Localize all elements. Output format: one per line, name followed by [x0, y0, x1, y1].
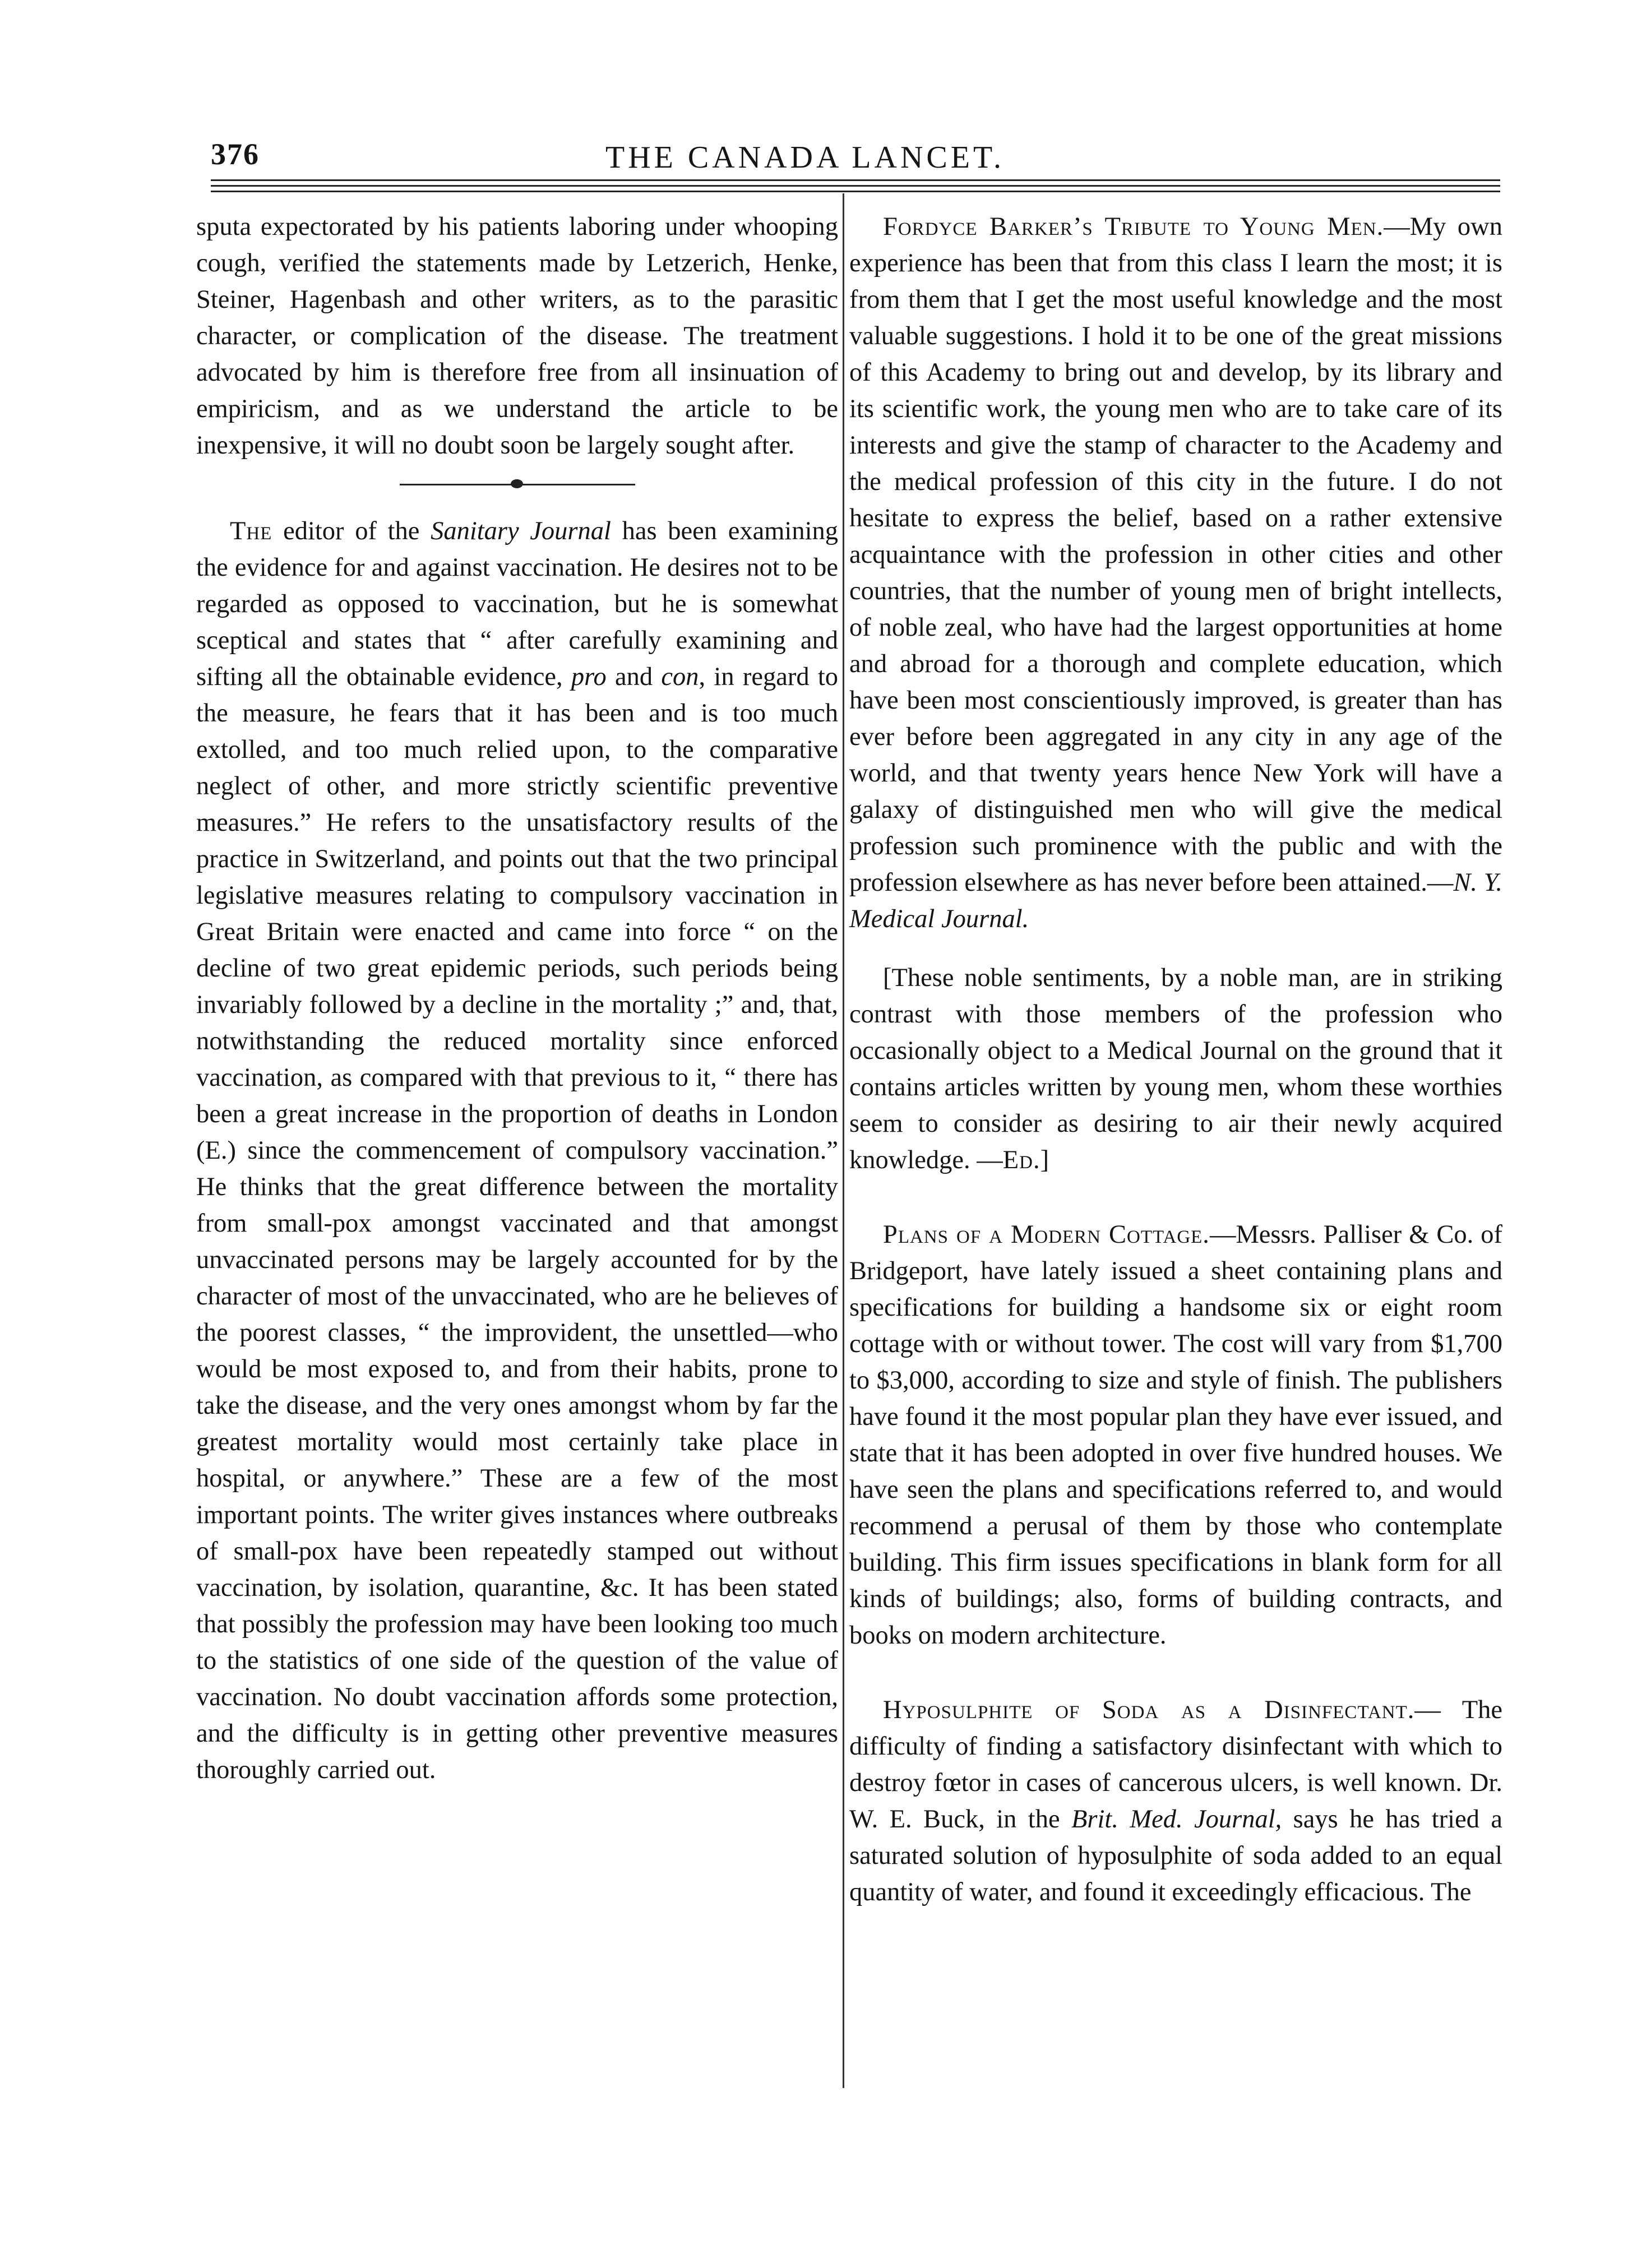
header-rule — [211, 185, 1500, 187]
paragraph-vaccination — [196, 513, 838, 1788]
journal-name: Brit. Med. Journal, — [1071, 1805, 1282, 1834]
source-citation: N. Y. Medical Journal. — [849, 868, 1502, 933]
text-run: has been examining the evidence for and against vaccination. He desires not to be regarded as opposed to vaccination, but he is somewhat sceptical and states that “ after carefully examining and sifting all the obtainable evidence, — [196, 517, 838, 691]
article-heading: Plans of a Modern Cottage. — [883, 1220, 1210, 1249]
separator-ornament — [511, 479, 523, 488]
column-divider — [843, 193, 844, 2088]
paragraph-whooping-cough: sputa expectorated by his patients laboring under whooping cough, verified the statements made by Letzerich, Henke, Steiner, Hagenbash and other writers, as to the parasitic character, or complication of the disease. The treatment advocated by him is therefore free from all insinuation of empiricism, and as we understand the article to be inexpensive, it will no doubt soon be largely sought after. — [196, 212, 838, 460]
header-rule — [211, 179, 1500, 181]
latin-term: pro — [571, 663, 607, 691]
editor-signature: Ed. — [1002, 1146, 1040, 1174]
article-body: —Messrs. Palliser & Co. of Bridgeport, have lately issued a sheet containing plans and specifications for building a handsome six or eight room cottage with or without tower. The cost will vary from $1,700 to $3,000, according to size and style of finish. The publishers have found it the most popular plan they have ever issued, and state that it has been adopted in over five hundred houses. We have seen the plans and specifications referred to, and would recommend a perusal of them by those who contemplate building. This firm issues specifications in blank form for all kinds of buildings; also, forms of building contracts, and books on modern architecture. — [849, 1220, 1502, 1650]
running-title: THE CANADA LANCET. — [605, 140, 1005, 175]
article-modern-cottage — [849, 1216, 1502, 1654]
lead-word: The — [230, 517, 272, 545]
article-fordyce-barker — [849, 209, 1502, 937]
editor-note-body: [These noble sentiments, by a noble man, are in striking contrast with those members of the profession who occasionally object to a Medical Journal on the ground that it contains articles written by young men, whom these worthies seem to consider as desiring to air their newly acquired knowledge. — — [849, 964, 1502, 1174]
text-run: , in regard to the measure, he fears that it has been and is too much extolled, and too much relied upon, to the comparative neglect of other, and more strictly scientific preventive measures.” He refers to the unsatisfactory results of the practice in Switzerland, and points out that the two principal legislative measures relating to compulsory vaccination in Great Britain were enacted and came into force “ on the decline of two great epidemic periods, such periods being invariably followed by a decline in the mortality ;” and, that, notwithstanding the reduced mortality since enforced vaccination, as compared with that previous to it, “ there has been a great increase in the proportion of deaths in London (E.) since the commencement of compulsory vaccination.” He thinks that the great difference between the mortality from small-pox amongst vaccinated and that amongst unvaccinated persons may be largely accounted for by the character of most of the unvaccinated, who are he believes of the poorest classes, “ the improvident, the unsettled—who would be most exposed to, and from their habits, prone to take the disease, and the very ones amongst whom by far the greatest mortality would most certainly take place in hospital, or anywhere.” These are a few of the most important points. The writer gives instances where outbreaks of small-pox have been repeatedly stamped out without vaccination, by isolation, quarantine, &c. It has been stated that possibly the profession may have been looking too much to the statistics of one side of the question of the value of vaccination. No doubt vaccination affords some protection, and the difficulty is in getting other preventive measures thoroughly carried out. — [196, 663, 838, 1784]
left-column — [196, 209, 838, 1788]
article-body: —My own experience has been that from this class I learn the most; it is from them that I get the most useful knowledge and the most valuable suggestions. I hold it to be one of the great missions of this Academy to bring out and develop, by its library and its scientific work, the young men who are to take care of its interests and give the stamp of character to the Academy and the medical profession of this city in the future. I do not hesitate to express the belief, based on a rather extensive acquaintance with the profession in other cities and other countries, that the number of young men of bright intellects, of noble zeal, who have had the largest opportunities at home and abroad for a thorough and complete education, which have been most conscientiously improved, is greater than has ever before been aggregated in any city in any age of the world, and that twenty years hence New York will have a galaxy of distinguished men who will give the medical profession such prominence with the public and with the profession elsewhere as has never before been attained.— — [849, 212, 1502, 897]
latin-term: con — [661, 663, 699, 691]
article-heading: Hyposulphite of Soda as a Disinfectant. — [883, 1696, 1415, 1724]
article-hyposulphite — [849, 1692, 1502, 1910]
article-body: says he has tried a saturated solution of hyposulphite of soda added to an equal quantity of water, and found it exceedingly efficacious. The — [849, 1805, 1503, 1906]
header-rule — [211, 191, 1500, 192]
article-heading: Fordyce Barker’s Tribute to Young Men. — [883, 212, 1384, 241]
journal-name: Sanitary Journal — [431, 517, 611, 545]
text-run: editor of the — [272, 517, 431, 545]
editor-note — [849, 960, 1502, 1178]
article-body: — The difficulty of finding a satisfactory disinfectant with which to destroy fœtor in cases of cancerous ulcers, is well known. Dr. W. E. Buck, in the — [849, 1696, 1502, 1834]
page-header — [211, 135, 1500, 185]
page-number: 376 — [211, 137, 260, 171]
editor-note-close: ] — [1040, 1146, 1049, 1174]
text-run: and — [606, 663, 662, 691]
section-separator — [400, 476, 635, 493]
right-column — [849, 209, 1502, 1910]
